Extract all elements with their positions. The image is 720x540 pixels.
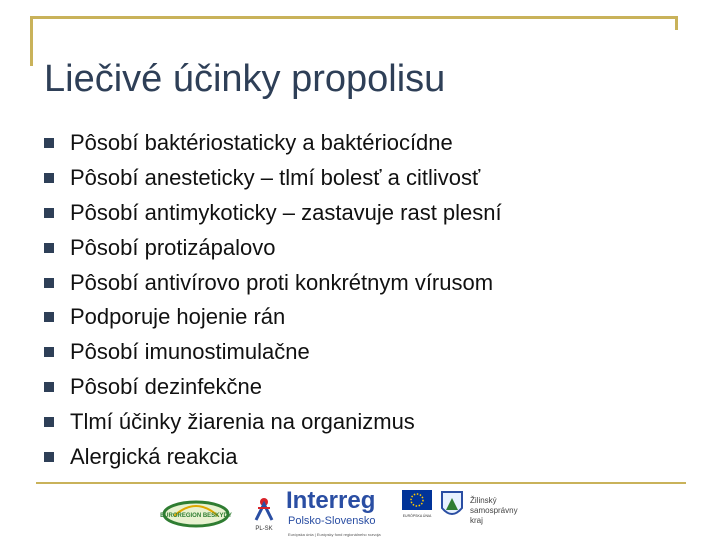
square-bullet-icon: [44, 173, 54, 183]
svg-text:samosprávny: samosprávny: [470, 506, 518, 515]
svg-text:Interreg: Interreg: [286, 487, 376, 514]
frame-right-line: [675, 16, 678, 30]
square-bullet-icon: [44, 382, 54, 392]
bullet-list: [44, 126, 502, 474]
frame-top-line: [30, 16, 678, 19]
svg-text:Polsko-Slovensko: Polsko-Slovensko: [288, 515, 376, 527]
square-bullet-icon: [44, 312, 54, 322]
eu-flag-icon: [402, 490, 432, 518]
list-item: Pôsobí baktériostaticky a baktériocídne: [44, 126, 502, 161]
square-bullet-icon: [44, 278, 54, 288]
zilina-region-logo: [442, 492, 518, 525]
list-item: Pôsobí imunostimulačne: [44, 335, 502, 370]
slide-title: Liečivé účinky propolisu: [44, 58, 446, 100]
list-item: Pôsobí dezinfekčne: [44, 370, 502, 405]
square-bullet-icon: [44, 208, 54, 218]
svg-text:kraj: kraj: [470, 516, 483, 525]
interreg-logo: [286, 487, 381, 537]
euroregion-beskydy-logo: [160, 502, 232, 526]
square-bullet-icon: [44, 417, 54, 427]
svg-text:Európska únia | Európsky fond: Európska únia | Európsky fond regionálneho rozvoja: [288, 532, 381, 537]
list-item: Pôsobí protizápalovo: [44, 230, 502, 265]
list-item: Tlmí účinky žiarenia na organizmus: [44, 404, 502, 439]
square-bullet-icon: [44, 243, 54, 253]
svg-text:Žilinský: Žilinský: [470, 496, 497, 505]
frame-left-line: [30, 16, 33, 66]
square-bullet-icon: [44, 138, 54, 148]
svg-text:EUROREGION BESKYDY: EUROREGION BESKYDY: [160, 513, 232, 519]
square-bullet-icon: [44, 347, 54, 357]
square-bullet-icon: [44, 452, 54, 462]
footer-divider: [36, 482, 686, 484]
list-item: Alergická reakcia: [44, 439, 502, 474]
svg-text:EURÓPSKA ÚNIA: EURÓPSKA ÚNIA: [402, 514, 432, 518]
list-item: Podporuje hojenie rán: [44, 300, 502, 335]
pl-sk-logo: [255, 498, 272, 532]
partner-logos: [160, 486, 540, 540]
list-item: Pôsobí antivírovo proti konkrétnym vírusom: [44, 265, 502, 300]
svg-text:PL-SK: PL-SK: [255, 526, 273, 532]
list-item: Pôsobí antimykoticky – zastavuje rast plesní: [44, 196, 502, 231]
list-item: Pôsobí anesteticky – tlmí bolesť a citlivosť: [44, 161, 502, 196]
